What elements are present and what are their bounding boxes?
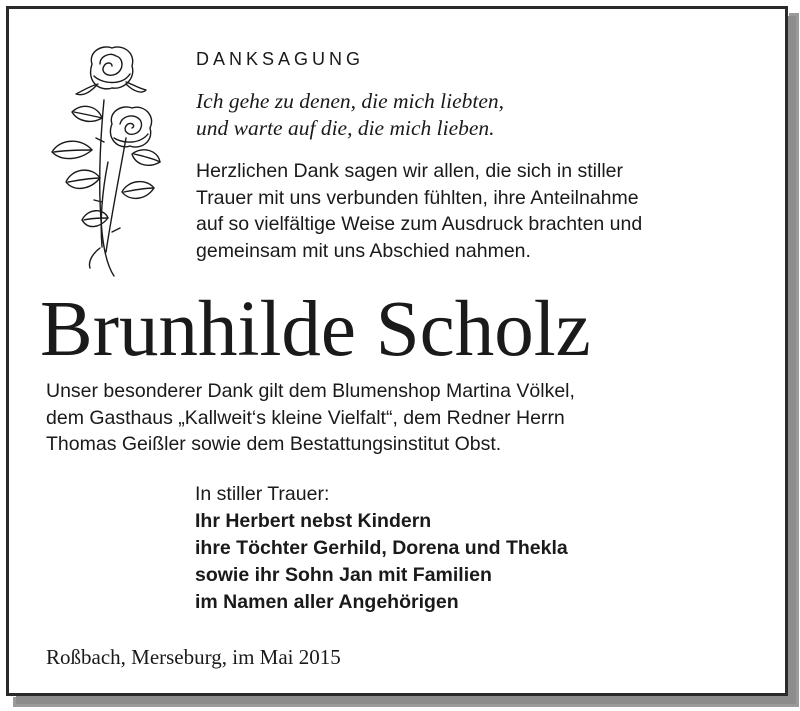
thanks-line: Trauer mit uns verbunden fühlten, ihre Anteilnahme xyxy=(196,186,639,209)
mourners-block xyxy=(195,481,568,616)
mourner-line: ihre Töchter Gerhild, Dorena und Thekla xyxy=(195,537,568,559)
special-thanks-line: dem Gasthaus „Kallweit‘s kleine Vielfalt“, dem Redner Herrn xyxy=(46,406,565,429)
mourner-line: im Namen aller Angehörigen xyxy=(195,591,459,613)
poem xyxy=(196,88,504,142)
thanks-line: gemeinsam mit uns Abschied nahmen. xyxy=(196,239,531,262)
special-thanks-line: Thomas Geißler sowie dem Bestattungsinstitut Obst. xyxy=(46,433,502,455)
place-date: Roßbach, Merseburg, im Mai 2015 xyxy=(46,645,341,669)
mourners-intro: In stiller Trauer: xyxy=(195,483,330,505)
mourner-line: Ihr Herbert nebst Kindern xyxy=(195,510,432,532)
thanks-paragraph xyxy=(196,158,786,264)
special-thanks-paragraph xyxy=(46,378,746,458)
frame-shadow-right xyxy=(788,16,796,700)
deceased-name: Brunhilde Scholz xyxy=(40,286,591,373)
mourner-line: sowie ihr Sohn Jan mit Familien xyxy=(195,564,492,586)
poem-line: und warte auf die, die mich lieben. xyxy=(196,116,495,140)
roses-icon xyxy=(42,42,172,280)
thanks-line: Herzlichen Dank sagen wir allen, die sich in stiller xyxy=(196,160,624,182)
notice-heading: DANKSAGUNG xyxy=(196,49,365,69)
poem-line: Ich gehe zu denen, die mich liebten, xyxy=(196,89,505,113)
thanks-line: auf so vielfältige Weise zum Ausdruck brachten und xyxy=(196,213,643,235)
special-thanks-line: Unser besonderer Dank gilt dem Blumenshop Martina Völkel, xyxy=(46,380,575,402)
frame-shadow-bottom xyxy=(16,696,796,704)
